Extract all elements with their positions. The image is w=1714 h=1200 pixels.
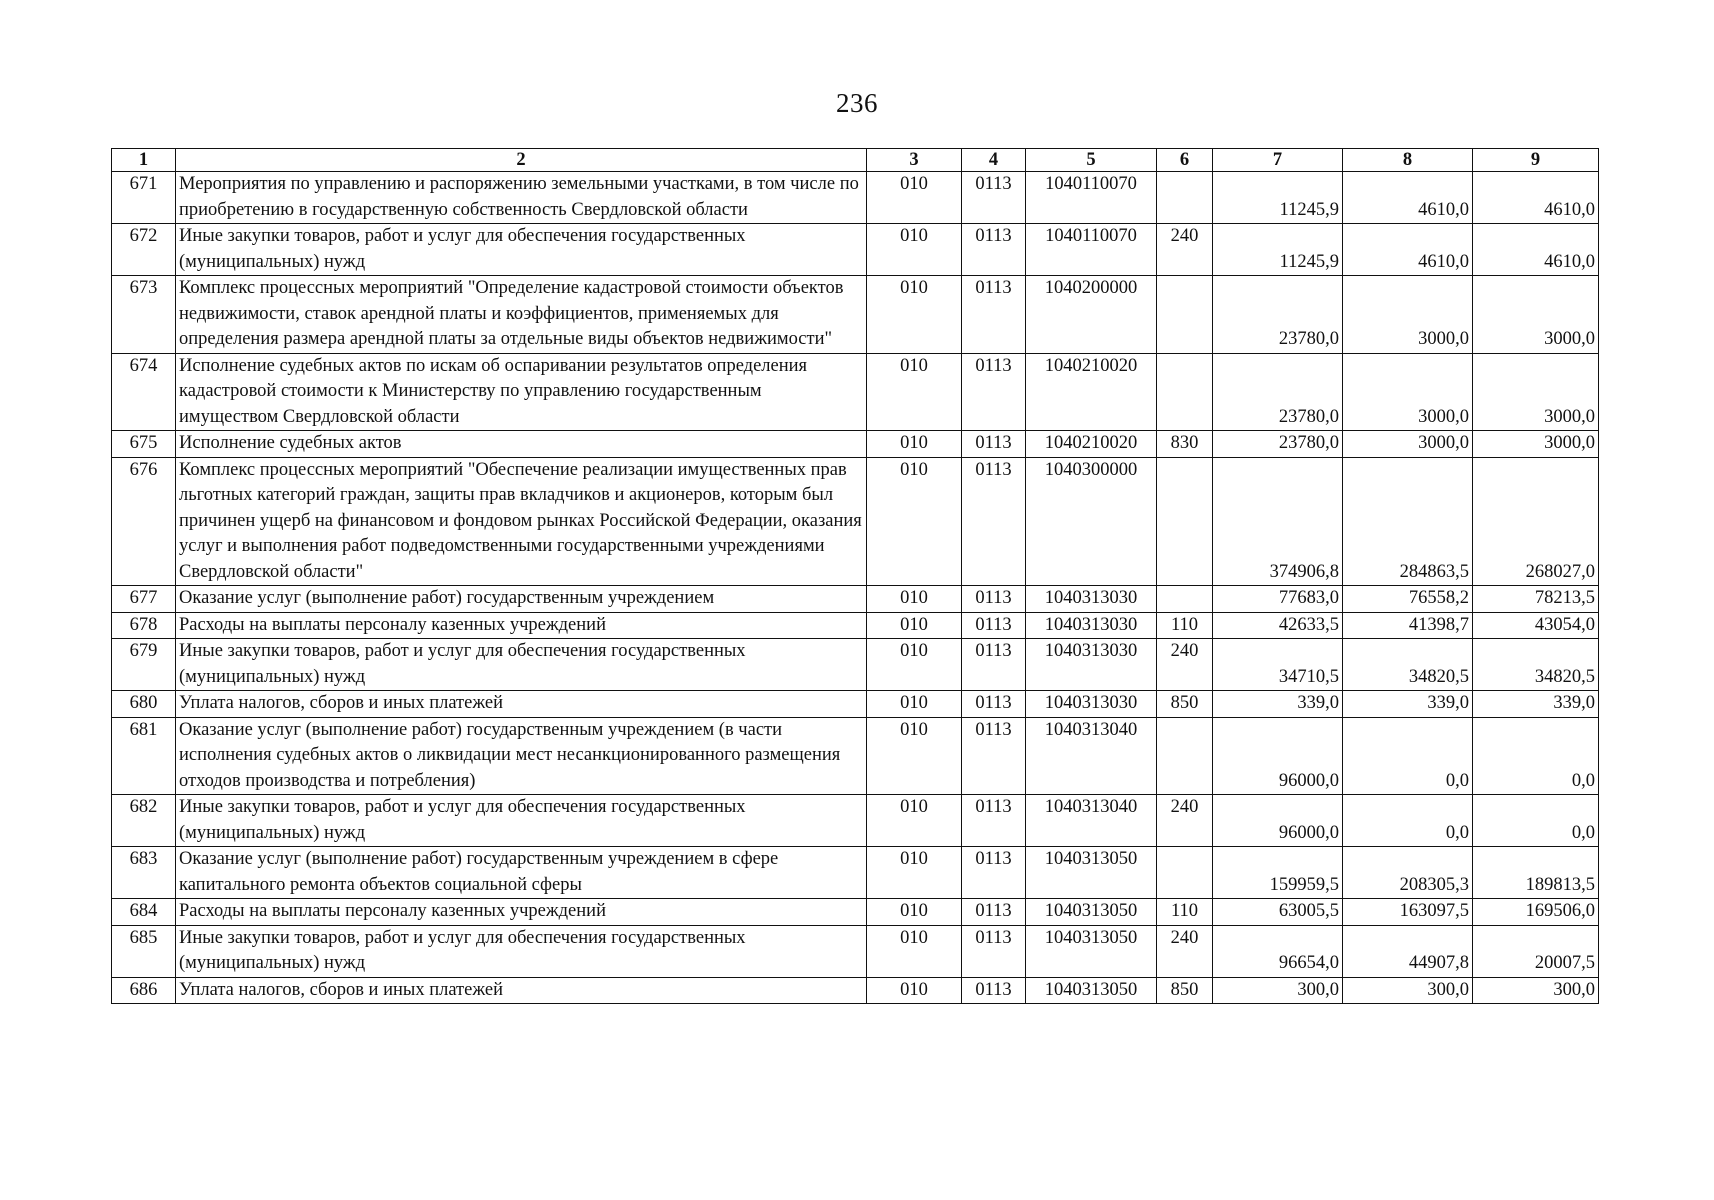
row-number: 676	[112, 457, 176, 586]
target-article-code: 1040210020	[1026, 353, 1157, 431]
amount-col-9: 4610,0	[1473, 224, 1599, 276]
amount-col-8: 76558,2	[1343, 586, 1473, 613]
amount-col-9: 339,0	[1473, 691, 1599, 718]
ministry-code: 010	[867, 353, 962, 431]
amount-col-9: 268027,0	[1473, 457, 1599, 586]
expense-name: Уплата налогов, сборов и иных платежей	[176, 691, 867, 718]
amount-col-8: 4610,0	[1343, 172, 1473, 224]
amount-col-8: 339,0	[1343, 691, 1473, 718]
row-number: 673	[112, 276, 176, 354]
section-code: 0113	[962, 612, 1026, 639]
target-article-code: 1040110070	[1026, 172, 1157, 224]
row-number: 671	[112, 172, 176, 224]
expense-name: Комплекс процессных мероприятий "Обеспечение реализации имущественных прав льготных категорий граждан, защиты прав вкладчиков и акционеров, которым был причинен ущерб на финансовом и фондовом рынках Российской Федерации, оказания услуг и выполнения работ подведомственными государственными учреждениями Свердловской области"	[176, 457, 867, 586]
expense-name: Оказание услуг (выполнение работ) государственным учреждением (в части исполнения судебных актов о ликвидации мест несанкционированного размещения отходов производства и потребления)	[176, 717, 867, 795]
amount-col-7: 96654,0	[1213, 925, 1343, 977]
amount-col-8: 4610,0	[1343, 224, 1473, 276]
amount-col-9: 78213,5	[1473, 586, 1599, 613]
expense-type-code	[1157, 717, 1213, 795]
section-code: 0113	[962, 276, 1026, 354]
expense-type-code	[1157, 586, 1213, 613]
amount-col-7: 77683,0	[1213, 586, 1343, 613]
table-row	[112, 586, 1599, 613]
expense-type-code: 240	[1157, 224, 1213, 276]
ministry-code: 010	[867, 172, 962, 224]
expense-name: Расходы на выплаты персоналу казенных учреждений	[176, 899, 867, 926]
expense-name: Исполнение судебных актов по искам об оспаривании результатов определения кадастровой стоимости к Министерству по управлению государственным имуществом Свердловской области	[176, 353, 867, 431]
section-code: 0113	[962, 639, 1026, 691]
target-article-code: 1040313030	[1026, 612, 1157, 639]
table-row	[112, 977, 1599, 1004]
budget-table	[111, 148, 1599, 1004]
amount-col-8: 34820,5	[1343, 639, 1473, 691]
amount-col-9: 3000,0	[1473, 353, 1599, 431]
amount-col-7: 63005,5	[1213, 899, 1343, 926]
section-code: 0113	[962, 847, 1026, 899]
amount-col-9: 0,0	[1473, 795, 1599, 847]
ministry-code: 010	[867, 224, 962, 276]
target-article-code: 1040313030	[1026, 691, 1157, 718]
amount-col-9: 300,0	[1473, 977, 1599, 1004]
expense-type-code: 110	[1157, 899, 1213, 926]
expense-type-code	[1157, 172, 1213, 224]
expense-name: Иные закупки товаров, работ и услуг для обеспечения государственных (муниципальных) нужд	[176, 795, 867, 847]
table-row	[112, 691, 1599, 718]
amount-col-8: 284863,5	[1343, 457, 1473, 586]
amount-col-8: 3000,0	[1343, 353, 1473, 431]
expense-type-code	[1157, 276, 1213, 354]
section-code: 0113	[962, 457, 1026, 586]
ministry-code: 010	[867, 276, 962, 354]
expense-name: Иные закупки товаров, работ и услуг для обеспечения государственных (муниципальных) нужд	[176, 224, 867, 276]
row-number: 681	[112, 717, 176, 795]
expense-name: Исполнение судебных актов	[176, 431, 867, 458]
amount-col-7: 11245,9	[1213, 172, 1343, 224]
amount-col-7: 96000,0	[1213, 717, 1343, 795]
expense-name: Расходы на выплаты персоналу казенных учреждений	[176, 612, 867, 639]
amount-col-7: 159959,5	[1213, 847, 1343, 899]
row-number: 684	[112, 899, 176, 926]
ministry-code: 010	[867, 639, 962, 691]
column-header-5: 5	[1026, 149, 1157, 172]
table-body	[112, 172, 1599, 1004]
target-article-code: 1040110070	[1026, 224, 1157, 276]
amount-col-8: 0,0	[1343, 795, 1473, 847]
page-number: 236	[836, 88, 878, 118]
amount-col-8: 208305,3	[1343, 847, 1473, 899]
row-number: 674	[112, 353, 176, 431]
table-row	[112, 925, 1599, 977]
expense-type-code	[1157, 353, 1213, 431]
table-row	[112, 899, 1599, 926]
row-number: 678	[112, 612, 176, 639]
amount-col-8: 41398,7	[1343, 612, 1473, 639]
amount-col-9: 34820,5	[1473, 639, 1599, 691]
amount-col-9: 3000,0	[1473, 431, 1599, 458]
amount-col-7: 374906,8	[1213, 457, 1343, 586]
table-header	[112, 149, 1599, 172]
ministry-code: 010	[867, 691, 962, 718]
section-code: 0113	[962, 691, 1026, 718]
table-row	[112, 172, 1599, 224]
target-article-code: 1040313050	[1026, 977, 1157, 1004]
amount-col-7: 23780,0	[1213, 431, 1343, 458]
amount-col-9: 43054,0	[1473, 612, 1599, 639]
row-number: 686	[112, 977, 176, 1004]
ministry-code: 010	[867, 612, 962, 639]
expense-type-code	[1157, 847, 1213, 899]
section-code: 0113	[962, 224, 1026, 276]
ministry-code: 010	[867, 925, 962, 977]
expense-name: Уплата налогов, сборов и иных платежей	[176, 977, 867, 1004]
column-header-4: 4	[962, 149, 1026, 172]
column-header-1: 1	[112, 149, 176, 172]
amount-col-8: 3000,0	[1343, 276, 1473, 354]
row-number: 682	[112, 795, 176, 847]
table-row	[112, 717, 1599, 795]
row-number: 677	[112, 586, 176, 613]
amount-col-9: 4610,0	[1473, 172, 1599, 224]
ministry-code: 010	[867, 847, 962, 899]
amount-col-8: 163097,5	[1343, 899, 1473, 926]
target-article-code: 1040313050	[1026, 899, 1157, 926]
expense-type-code: 850	[1157, 691, 1213, 718]
amount-col-9: 3000,0	[1473, 276, 1599, 354]
expense-type-code: 240	[1157, 925, 1213, 977]
amount-col-7: 23780,0	[1213, 353, 1343, 431]
ministry-code: 010	[867, 977, 962, 1004]
expense-name: Оказание услуг (выполнение работ) государственным учреждением	[176, 586, 867, 613]
amount-col-8: 44907,8	[1343, 925, 1473, 977]
amount-col-9: 20007,5	[1473, 925, 1599, 977]
target-article-code: 1040210020	[1026, 431, 1157, 458]
expense-name: Комплекс процессных мероприятий "Определение кадастровой стоимости объектов недвижимости, ставок арендной платы и коэффициентов, применяемых для определения размера арендной платы за отдельные виды объектов недвижимости"	[176, 276, 867, 354]
table-row	[112, 612, 1599, 639]
column-header-2: 2	[176, 149, 867, 172]
amount-col-8: 3000,0	[1343, 431, 1473, 458]
row-number: 685	[112, 925, 176, 977]
ministry-code: 010	[867, 717, 962, 795]
amount-col-7: 339,0	[1213, 691, 1343, 718]
row-number: 675	[112, 431, 176, 458]
table-row	[112, 224, 1599, 276]
amount-col-9: 0,0	[1473, 717, 1599, 795]
table-row	[112, 276, 1599, 354]
target-article-code: 1040313050	[1026, 847, 1157, 899]
amount-col-7: 96000,0	[1213, 795, 1343, 847]
amount-col-8: 0,0	[1343, 717, 1473, 795]
column-header-8: 8	[1343, 149, 1473, 172]
section-code: 0113	[962, 431, 1026, 458]
expense-name: Оказание услуг (выполнение работ) государственным учреждением в сфере капитального ремонта объектов социальной сферы	[176, 847, 867, 899]
amount-col-7: 34710,5	[1213, 639, 1343, 691]
target-article-code: 1040300000	[1026, 457, 1157, 586]
table-row	[112, 353, 1599, 431]
table-row	[112, 795, 1599, 847]
section-code: 0113	[962, 717, 1026, 795]
amount-col-7: 23780,0	[1213, 276, 1343, 354]
column-header-3: 3	[867, 149, 962, 172]
column-header-7: 7	[1213, 149, 1343, 172]
row-number: 680	[112, 691, 176, 718]
target-article-code: 1040313040	[1026, 717, 1157, 795]
section-code: 0113	[962, 977, 1026, 1004]
table-row	[112, 431, 1599, 458]
section-code: 0113	[962, 353, 1026, 431]
ministry-code: 010	[867, 586, 962, 613]
column-header-9: 9	[1473, 149, 1599, 172]
section-code: 0113	[962, 172, 1026, 224]
amount-col-9: 169506,0	[1473, 899, 1599, 926]
section-code: 0113	[962, 925, 1026, 977]
expense-name: Иные закупки товаров, работ и услуг для обеспечения государственных (муниципальных) нужд	[176, 925, 867, 977]
expense-type-code: 240	[1157, 795, 1213, 847]
row-number: 679	[112, 639, 176, 691]
amount-col-7: 42633,5	[1213, 612, 1343, 639]
row-number: 683	[112, 847, 176, 899]
target-article-code: 1040313040	[1026, 795, 1157, 847]
expense-type-code: 110	[1157, 612, 1213, 639]
amount-col-7: 11245,9	[1213, 224, 1343, 276]
ministry-code: 010	[867, 431, 962, 458]
target-article-code: 1040313050	[1026, 925, 1157, 977]
expense-name: Иные закупки товаров, работ и услуг для обеспечения государственных (муниципальных) нужд	[176, 639, 867, 691]
ministry-code: 010	[867, 457, 962, 586]
target-article-code: 1040200000	[1026, 276, 1157, 354]
header-row	[112, 149, 1599, 172]
expense-type-code: 830	[1157, 431, 1213, 458]
amount-col-8: 300,0	[1343, 977, 1473, 1004]
section-code: 0113	[962, 586, 1026, 613]
amount-col-7: 300,0	[1213, 977, 1343, 1004]
table-row	[112, 457, 1599, 586]
ministry-code: 010	[867, 795, 962, 847]
column-header-6: 6	[1157, 149, 1213, 172]
target-article-code: 1040313030	[1026, 639, 1157, 691]
ministry-code: 010	[867, 899, 962, 926]
expense-type-code: 240	[1157, 639, 1213, 691]
expense-type-code: 850	[1157, 977, 1213, 1004]
target-article-code: 1040313030	[1026, 586, 1157, 613]
row-number: 672	[112, 224, 176, 276]
table-row	[112, 639, 1599, 691]
amount-col-9: 189813,5	[1473, 847, 1599, 899]
expense-type-code	[1157, 457, 1213, 586]
section-code: 0113	[962, 795, 1026, 847]
table-row	[112, 847, 1599, 899]
section-code: 0113	[962, 899, 1026, 926]
expense-name: Мероприятия по управлению и распоряжению земельными участками, в том числе по приобретению в государственную собственность Свердловской области	[176, 172, 867, 224]
